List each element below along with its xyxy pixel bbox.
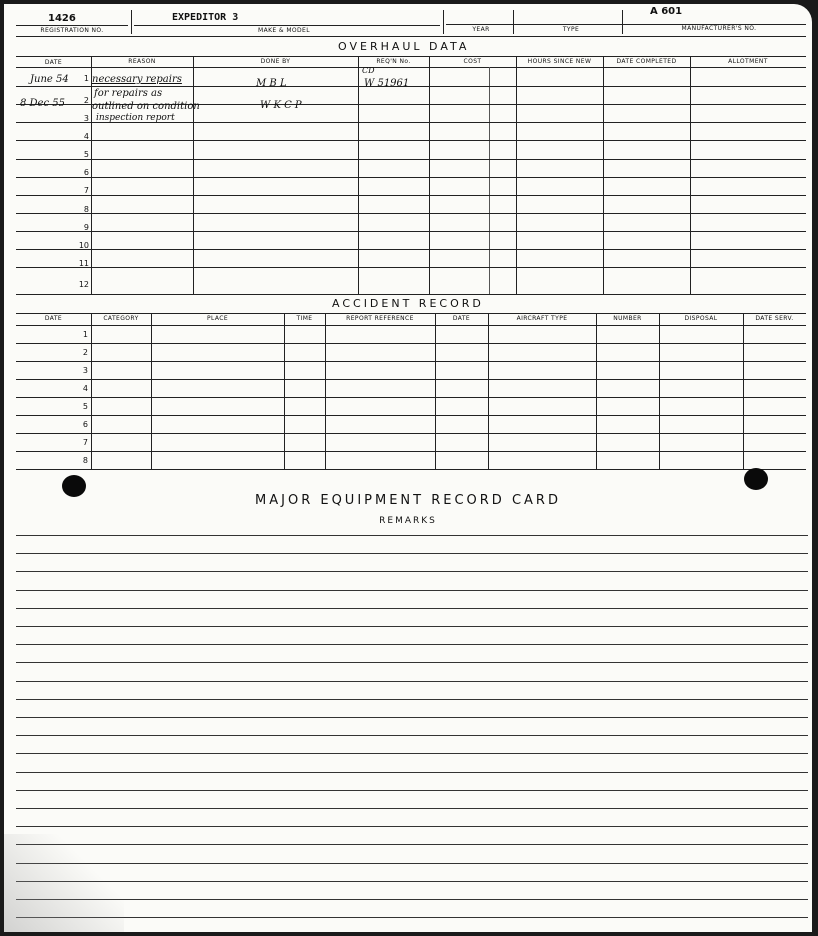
overhaul-row-number: 1 (83, 74, 89, 83)
accident-row-number: 2 (82, 348, 88, 357)
remarks-ruled-line (16, 772, 808, 773)
remarks-ruled-line (16, 717, 808, 718)
overhaul-row-number: 3 (83, 114, 89, 123)
accident-row-number: 8 (82, 456, 88, 465)
header (4, 4, 812, 36)
accident-col-aircraft-type: AIRCRAFT TYPE (516, 315, 568, 322)
remarks-ruled-line (16, 608, 808, 609)
remarks-ruled-line (16, 899, 808, 900)
overhaul-col-hours: HOURS SINCE NEW (527, 58, 592, 65)
handwritten-reason-2: for repairs as (94, 88, 163, 99)
accident-row-number: 7 (82, 438, 88, 447)
remarks-ruled-line (16, 535, 808, 536)
remarks-ruled-line (16, 808, 808, 809)
remarks-ruled-line (16, 571, 808, 572)
accident-col-date-serv: DATE SERV. (755, 315, 794, 322)
handwritten-reason-4: inspection report (96, 113, 175, 123)
overhaul-row-number: 9 (83, 223, 89, 232)
remarks-ruled-line (16, 863, 808, 864)
handwritten-reqn-1: CD (362, 66, 375, 75)
accident-row-number: 5 (82, 402, 88, 411)
handwritten-date-2: 8 Dec 55 (20, 98, 65, 109)
manufacturer-value: A 601 (650, 6, 683, 17)
overhaul-col-done-by: DONE BY (260, 58, 291, 65)
handwritten-reason-1: necessary repairs (92, 74, 182, 85)
remarks-ruled-line (16, 681, 808, 682)
remarks-ruled-line (16, 917, 808, 918)
overhaul-row-number: 10 (78, 241, 89, 250)
accident-col-number: NUMBER (613, 315, 642, 322)
accident-title: ACCIDENT RECORD (332, 297, 484, 310)
overhaul-row-number: 6 (83, 168, 89, 177)
handwritten-reason-3: outlined on condition (92, 101, 200, 112)
registration-label: REGISTRATION NO. (40, 27, 104, 34)
remarks-ruled-line (16, 626, 808, 627)
remarks-label: REMARKS (379, 516, 437, 526)
accident-row-number: 3 (82, 366, 88, 375)
remarks-ruled-line (16, 790, 808, 791)
accident-col-report-reference: REPORT REFERENCE (346, 315, 414, 322)
accident-col-place: PLACE (206, 315, 229, 322)
year-label: YEAR (472, 26, 490, 33)
overhaul-col-allotment: ALLOTMENT (728, 58, 768, 65)
remarks-ruled-line (16, 881, 808, 882)
handwritten-done-by-1: M B L (256, 78, 287, 89)
remarks-ruled-line (16, 553, 808, 554)
overhaul-col-reqn: REQ'N No. (376, 58, 411, 65)
overhaul-col-cost: COST (463, 58, 482, 65)
punch-hole-right (744, 468, 768, 490)
overhaul-col-reason: REASON (128, 58, 156, 65)
manufacturer-label: MANUFACTURER'S NO. (681, 25, 757, 32)
remarks-ruled-line (16, 662, 808, 663)
remarks-lines (16, 530, 808, 926)
remarks-ruled-line (16, 644, 808, 645)
overhaul-col-date-completed: DATE COMPLETED (616, 58, 677, 65)
handwritten-done-by-2: W K C P (260, 100, 302, 111)
overhaul-row-number: 7 (83, 186, 89, 195)
remarks-ruled-line (16, 753, 808, 754)
handwritten-reqn-2: W 51961 (364, 78, 410, 89)
card-shading (4, 834, 124, 932)
handwritten-date-1: June 54 (30, 74, 69, 85)
remarks-ruled-line (16, 826, 808, 827)
overhaul-row-number: 5 (83, 150, 89, 159)
overhaul-row-number: 4 (83, 132, 89, 141)
type-label: TYPE (562, 26, 580, 33)
accident-row-number: 6 (82, 420, 88, 429)
overhaul-row-number: 8 (83, 205, 89, 214)
accident-col-date: DATE (44, 315, 63, 322)
remarks-ruled-line (16, 699, 808, 700)
record-card (4, 4, 812, 932)
overhaul-title: OVERHAUL DATA (338, 40, 470, 53)
make-value: EXPEDITOR 3 (172, 12, 239, 23)
accident-row-number: 1 (82, 330, 88, 339)
overhaul-row-number: 11 (78, 259, 89, 268)
remarks-ruled-line (16, 844, 808, 845)
make-label: MAKE & MODEL (258, 27, 310, 34)
remarks-ruled-line (16, 590, 808, 591)
registration-value: 1426 (48, 13, 76, 24)
accident-row-number: 4 (82, 384, 88, 393)
accident-col-disposal: DISPOSAL (684, 315, 718, 322)
accident-col-time: TIME (296, 315, 313, 322)
accident-col-category: CATEGORY (103, 315, 139, 322)
card-title: MAJOR EQUIPMENT RECORD CARD (255, 493, 561, 508)
accident-col-date-2: DATE (452, 315, 471, 322)
remarks-ruled-line (16, 735, 808, 736)
overhaul-row-number: 2 (83, 96, 89, 105)
overhaul-col-date: DATE (44, 59, 63, 66)
overhaul-row-number: 12 (78, 280, 89, 289)
